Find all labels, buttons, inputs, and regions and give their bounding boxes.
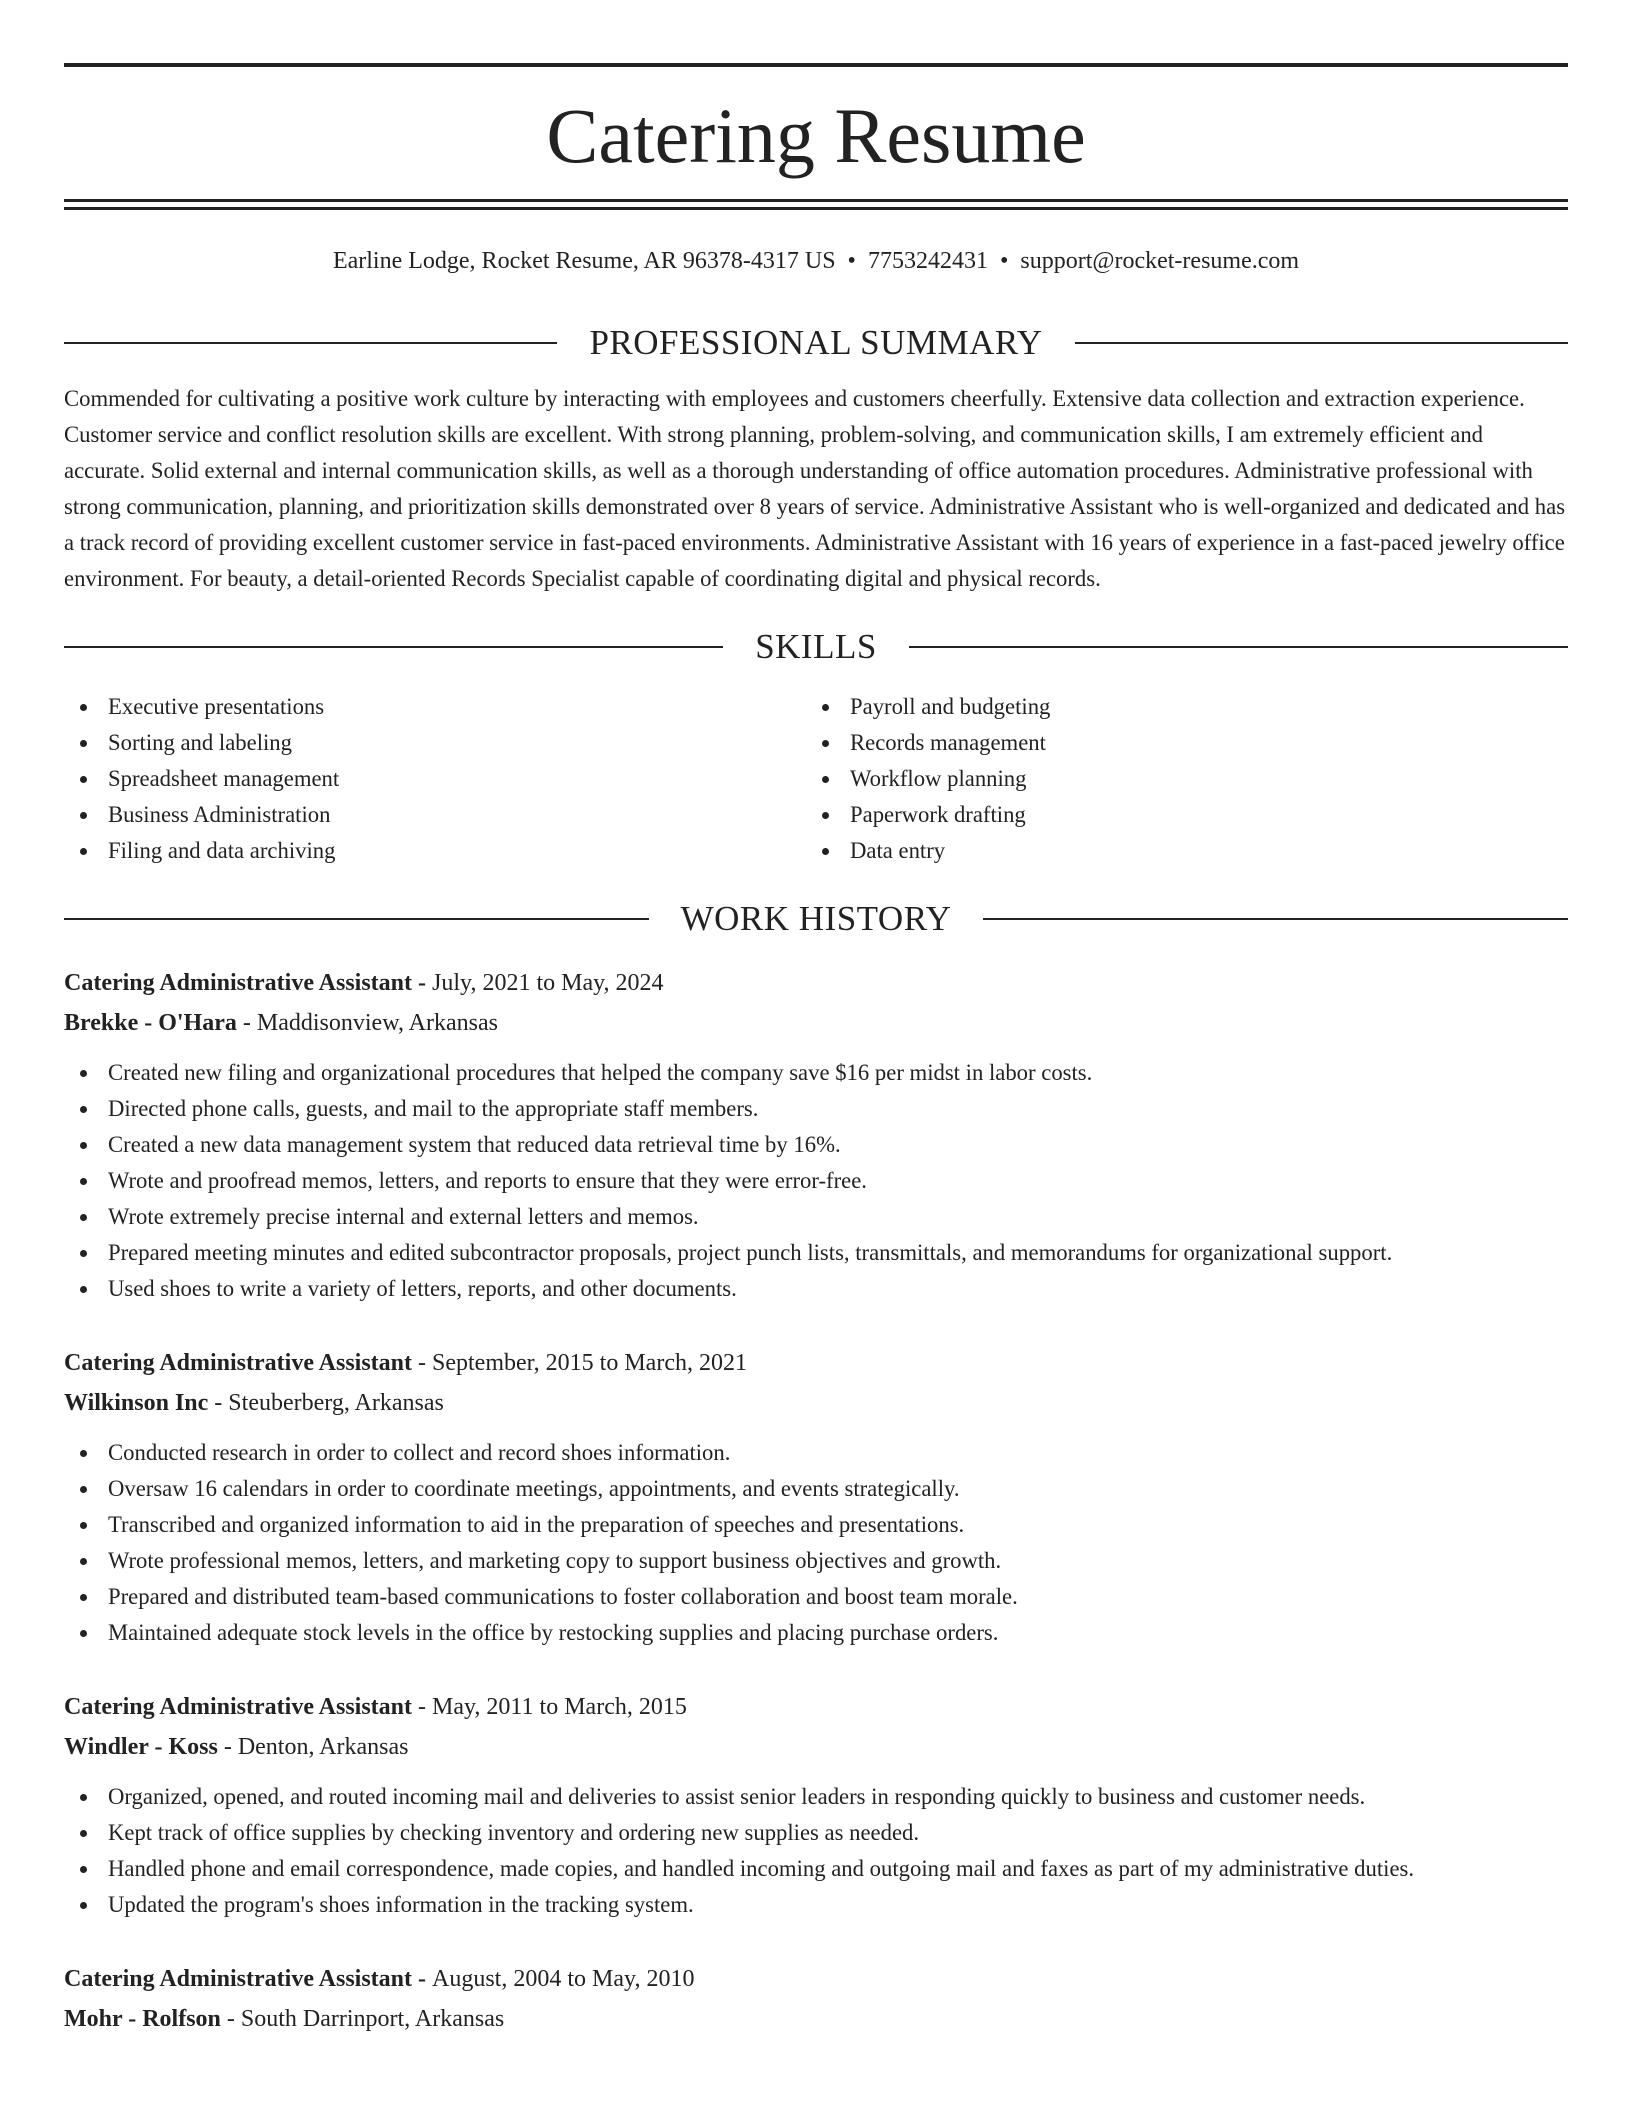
job-location: Steuberberg, Arkansas (228, 1390, 444, 1416)
title-double-rule (64, 199, 1568, 210)
skill-item: Sorting and labeling (64, 725, 806, 761)
job-title-line: Catering Administrative Assistant - May, 2011 to March, 2015 (64, 1694, 687, 1720)
skills-heading-row (64, 625, 1568, 669)
job-bullet: Updated the program's shoes information in the tracking system. (64, 1887, 1568, 1923)
resume-page (64, 0, 1568, 2039)
skill-item: Workflow planning (806, 761, 1548, 797)
job-company-line: Brekke - O'Hara - Maddisonview, Arkansas (64, 1010, 498, 1036)
job-location: Maddisonview, Arkansas (256, 1010, 498, 1036)
job-dates: August, 2004 to May, 2010 (432, 1966, 695, 1992)
heading-rule-left (64, 918, 649, 920)
skill-item: Filing and data archiving (64, 833, 806, 869)
contact-separator: • (847, 248, 856, 274)
job-dates: May, 2011 to March, 2015 (432, 1694, 687, 1720)
skill-item: Business Administration (64, 797, 806, 833)
job-bullet: Directed phone calls, guests, and mail to the appropriate staff members. (64, 1091, 1568, 1127)
summary-heading: PROFESSIONAL SUMMARY (589, 323, 1043, 362)
job-company: Mohr - Rolfson (64, 2006, 221, 2032)
summary-text: Commended for cultivating a positive work culture by interacting with employees and customers cheerfully. Extensive data collection and extraction experience. Customer service and conflict resolution skills are excellent. With strong planning, problem-solving, and communication skills, I am extremely efficient and accurate. Solid external and internal communication skills, as well as a thorough understanding of office automation procedures. Administrative professional with strong communication, planning, and prioritization skills demonstrated over 8 years of service. Administrative Assistant who is well-organized and dedicated and has a track record of providing excellent customer service in fast-paced environments. Administrative Assistant with 16 years of experience in a fast-paced jewelry office environment. For beauty, a detail-oriented Records Specialist capable of coordinating digital and physical records. (64, 386, 1566, 591)
job-title: Catering Administrative Assistant (64, 970, 412, 996)
skill-item: Executive presentations (64, 689, 806, 725)
job-company-line: Windler - Koss - Denton, Arkansas (64, 1734, 409, 1760)
job-company: Brekke - O'Hara (64, 1010, 237, 1036)
job-title: Catering Administrative Assistant (64, 1350, 412, 1376)
job-bullet: Wrote extremely precise internal and external letters and memos. (64, 1199, 1568, 1235)
work-heading-row (64, 897, 1568, 941)
job-bullet: Created a new data management system that reduced data retrieval time by 16%. (64, 1127, 1568, 1163)
job-title: Catering Administrative Assistant (64, 1694, 412, 1720)
skill-item: Spreadsheet management (64, 761, 806, 797)
job-bullet: Wrote professional memos, letters, and marketing copy to support business objectives and growth. (64, 1543, 1568, 1579)
job-bullet: Prepared and distributed team-based communications to foster collaboration and boost team morale. (64, 1579, 1568, 1615)
job-entry (64, 1687, 1568, 1923)
skill-item: Records management (806, 725, 1548, 761)
job-bullet: Kept track of office supplies by checking inventory and ordering new supplies as needed. (64, 1815, 1568, 1851)
skills-list (64, 689, 1568, 869)
job-bullet: Conducted research in order to collect and record shoes information. (64, 1435, 1568, 1471)
job-bullet: Wrote and proofread memos, letters, and reports to ensure that they were error-free. (64, 1163, 1568, 1199)
job-bullet: Maintained adequate stock levels in the office by restocking supplies and placing purchase orders. (64, 1615, 1568, 1651)
job-title-line: Catering Administrative Assistant - August, 2004 to May, 2010 (64, 1966, 695, 1992)
job-bullet: Organized, opened, and routed incoming mail and deliveries to assist senior leaders in responding quickly to business and customer needs. (64, 1779, 1568, 1815)
job-title: Catering Administrative Assistant (64, 1966, 412, 1992)
job-company: Wilkinson Inc (64, 1390, 209, 1416)
job-bullets (64, 1055, 1568, 1307)
skill-item: Paperwork drafting (806, 797, 1548, 833)
heading-rule-left (64, 646, 723, 648)
job-title-line: Catering Administrative Assistant - September, 2015 to March, 2021 (64, 1350, 747, 1376)
heading-rule-left (64, 342, 557, 344)
contact-separator: • (999, 248, 1009, 274)
contact-address: Earline Lodge, Rocket Resume, AR 96378-4317 US (332, 248, 836, 274)
heading-rule-right (1075, 342, 1568, 344)
job-bullet: Oversaw 16 calendars in order to coordinate meetings, appointments, and events strategically. (64, 1471, 1568, 1507)
job-bullet: Handled phone and email correspondence, made copies, and handled incoming and outgoing mail and faxes as part of my administrative duties. (64, 1851, 1568, 1887)
job-company: Windler - Koss (64, 1734, 218, 1760)
job-bullets (64, 1435, 1568, 1651)
skills-column-right (806, 689, 1548, 869)
job-company-line: Wilkinson Inc - Steuberberg, Arkansas (64, 1390, 444, 1416)
skills-heading: SKILLS (755, 627, 877, 666)
job-bullets (64, 1779, 1568, 1923)
skills-column-left (64, 689, 806, 869)
job-bullet: Created new filing and organizational procedures that helped the company save $16 per midst in labor costs. (64, 1055, 1568, 1091)
heading-rule-right (909, 646, 1568, 648)
job-dates: July, 2021 to May, 2024 (432, 970, 664, 996)
job-bullet: Transcribed and organized information to aid in the preparation of speeches and presentations. (64, 1507, 1568, 1543)
work-heading: WORK HISTORY (680, 899, 952, 938)
skill-item: Payroll and budgeting (806, 689, 1548, 725)
job-entry (64, 1959, 1568, 2039)
summary-heading-row (64, 321, 1568, 365)
heading-rule-right (983, 918, 1568, 920)
contact-email: support@rocket-resume.com (1020, 248, 1300, 274)
job-company-line: Mohr - Rolfson - South Darrinport, Arkansas (64, 2006, 505, 2032)
job-entry (64, 963, 1568, 1307)
job-location: South Darrinport, Arkansas (240, 2006, 505, 2032)
page-title: Catering Resume (546, 92, 1086, 179)
job-bullet: Prepared meeting minutes and edited subcontractor proposals, project punch lists, transmittals, and memorandums for organizational support. (64, 1235, 1568, 1271)
job-dates: September, 2015 to March, 2021 (432, 1350, 747, 1376)
job-location: Denton, Arkansas (237, 1734, 409, 1760)
job-entry (64, 1343, 1568, 1651)
job-bullet: Used shoes to write a variety of letters, reports, and other documents. (64, 1271, 1568, 1307)
contact-phone: 7753242431 (867, 248, 988, 274)
contact-line (64, 245, 1568, 277)
job-title-line: Catering Administrative Assistant - July, 2021 to May, 2024 (64, 970, 664, 996)
skill-item: Data entry (806, 833, 1548, 869)
